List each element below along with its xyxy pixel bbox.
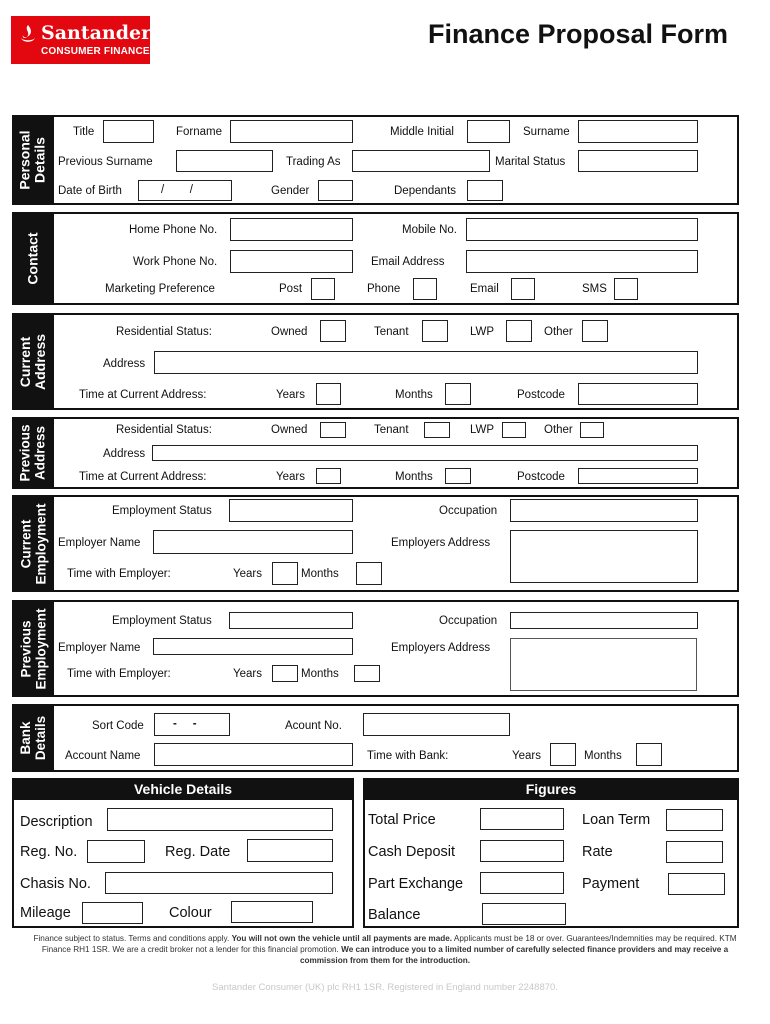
prev-other-label: Other: [544, 424, 573, 436]
mobile-field[interactable]: [466, 218, 698, 241]
work-phone-field[interactable]: [230, 250, 353, 273]
other-checkbox[interactable]: [582, 320, 608, 342]
months-field[interactable]: [445, 383, 471, 405]
occupation-label: Occupation: [439, 505, 498, 517]
disclaimer-part1: Finance subject to status. Terms and conditions apply.: [33, 934, 232, 943]
prev-employer-name-field[interactable]: [153, 638, 353, 655]
prev-owned-label: Owned: [271, 424, 308, 436]
balance-label: Balance: [368, 907, 421, 923]
employer-name-label: Employer Name: [58, 537, 141, 549]
previous-address-tab: [12, 417, 54, 489]
sms-label: SMS: [582, 283, 607, 295]
cash-deposit-field[interactable]: [480, 840, 564, 862]
rate-field[interactable]: [666, 841, 723, 863]
prev-years-label: Years: [276, 471, 305, 483]
bank-months-field[interactable]: [636, 743, 662, 766]
bank-details-tab: [12, 704, 54, 772]
email-label: Email: [470, 283, 499, 295]
marital-status-field[interactable]: [578, 150, 698, 172]
colour-label: Colour: [169, 905, 212, 921]
phone-label: Phone: [367, 283, 401, 295]
bank-years-field[interactable]: [550, 743, 576, 766]
prev-years-field[interactable]: [316, 468, 341, 484]
sort-code-label: Sort Code: [92, 720, 144, 732]
prev-months-label: Months: [395, 471, 433, 483]
previous-surname-label: Previous Surname: [58, 156, 153, 168]
prev-lwp-label: LWP: [470, 424, 495, 436]
employers-address-field[interactable]: [510, 530, 698, 583]
email-address-label: Email Address: [371, 256, 445, 268]
disclaimer-text: [20, 933, 750, 966]
employers-address-label: Employers Address: [391, 537, 491, 549]
gender-label: Gender: [271, 185, 310, 197]
prev-owned-checkbox[interactable]: [320, 422, 346, 438]
prev-postcode-field[interactable]: [578, 468, 698, 484]
home-phone-field[interactable]: [230, 218, 353, 241]
reg-no-label: Reg. No.: [20, 844, 78, 860]
post-label: Post: [279, 283, 303, 295]
dob-separators: / /: [161, 184, 193, 196]
prev-employment-status-field[interactable]: [229, 612, 353, 629]
lwp-label: LWP: [470, 326, 495, 338]
time-with-employer-label: Time with Employer:: [67, 568, 171, 580]
lwp-checkbox[interactable]: [506, 320, 532, 342]
time-at-address-label: Time at Current Address:: [79, 389, 207, 401]
owned-label: Owned: [271, 326, 308, 338]
colour-field[interactable]: [231, 901, 313, 923]
postcode-label: Postcode: [517, 389, 565, 401]
bank-years-label: Years: [512, 750, 541, 762]
prev-employer-years-label: Years: [233, 668, 262, 680]
dependants-label: Dependants: [394, 185, 457, 197]
tenant-label: Tenant: [374, 326, 409, 338]
employer-months-label: Months: [301, 568, 339, 580]
sort-code-separators: - -: [173, 718, 197, 730]
email-checkbox[interactable]: [511, 278, 535, 300]
work-phone-label: Work Phone No.: [133, 256, 218, 268]
surname-label: Surname: [523, 126, 570, 138]
current-employment-tab-label: Current Employment: [18, 502, 49, 585]
employer-name-field[interactable]: [153, 530, 353, 554]
trading-as-label: Trading As: [286, 156, 341, 168]
prev-postcode-label: Postcode: [517, 471, 565, 483]
prev-residential-status-label: Residential Status:: [116, 424, 212, 436]
forname-label: Forname: [176, 126, 223, 138]
personal-details-tab-label: Personal Details: [17, 130, 49, 190]
bank-details-tab-label: Bank Details: [18, 715, 48, 761]
prev-employer-months-field[interactable]: [354, 665, 380, 682]
forname-field[interactable]: [230, 120, 353, 143]
current-address-tab-label: Current Address: [17, 333, 49, 390]
current-employment-tab: [12, 495, 54, 592]
prev-tenant-label: Tenant: [374, 424, 409, 436]
chasis-no-field[interactable]: [105, 872, 333, 894]
title-label: Title: [73, 126, 95, 138]
footer-text: Santander Consumer (UK) plc RH1 1SR. Registered in England number 2248870.: [212, 982, 558, 993]
prev-employer-years-field[interactable]: [272, 665, 298, 682]
current-address-tab: [12, 313, 54, 410]
loan-term-field[interactable]: [666, 809, 723, 831]
contact-tab-label: Contact: [24, 232, 41, 285]
sms-checkbox[interactable]: [614, 278, 638, 300]
prev-tenant-checkbox[interactable]: [424, 422, 450, 438]
email-address-field[interactable]: [466, 250, 698, 273]
tenant-checkbox[interactable]: [422, 320, 448, 342]
employer-months-field[interactable]: [356, 562, 382, 585]
residential-status-label: Residential Status:: [116, 326, 212, 338]
time-with-bank-label: Time with Bank:: [367, 750, 449, 762]
dob-field[interactable]: [138, 180, 232, 201]
other-label: Other: [544, 326, 573, 338]
sort-code-field[interactable]: [154, 713, 230, 736]
payment-label: Payment: [582, 876, 640, 892]
years-label: Years: [276, 389, 305, 401]
reg-date-label: Reg. Date: [165, 844, 231, 860]
middle-initial-label: Middle Initial: [390, 126, 454, 138]
part-exchange-label: Part Exchange: [368, 876, 464, 892]
total-price-field[interactable]: [480, 808, 564, 830]
flame-icon: [19, 24, 37, 46]
chasis-no-label: Chasis No.: [20, 876, 91, 892]
page-title: Finance Proposal Form: [428, 19, 729, 49]
employer-years-label: Years: [233, 568, 262, 580]
gender-field[interactable]: [318, 180, 353, 201]
prev-occupation-field[interactable]: [510, 612, 698, 629]
total-price-label: Total Price: [368, 812, 436, 828]
previous-employment-tab: [12, 600, 54, 697]
prev-occupation-label: Occupation: [439, 615, 498, 627]
address-label: Address: [103, 358, 146, 370]
marital-status-label: Marital Status: [495, 156, 566, 168]
description-label: Description: [20, 814, 93, 830]
vehicle-details-header: Vehicle Details: [12, 778, 354, 800]
employment-status-label: Employment Status: [112, 505, 212, 517]
dependants-field[interactable]: [467, 180, 503, 201]
prev-address-field[interactable]: [152, 445, 698, 461]
marketing-preference-label: Marketing Preference: [105, 283, 215, 295]
title-field[interactable]: [103, 120, 154, 143]
figures-header: Figures: [363, 778, 739, 800]
balance-field[interactable]: [482, 903, 566, 925]
surname-field[interactable]: [578, 120, 698, 143]
prev-employers-address-field[interactable]: [510, 638, 697, 691]
contact-tab: [12, 212, 54, 305]
address-field[interactable]: [154, 351, 698, 374]
prev-employers-address-label: Employers Address: [391, 642, 491, 654]
employer-years-field[interactable]: [272, 562, 298, 585]
description-field[interactable]: [107, 808, 333, 831]
prev-lwp-checkbox[interactable]: [502, 422, 526, 438]
cash-deposit-label: Cash Deposit: [368, 844, 456, 860]
reg-no-field[interactable]: [87, 840, 145, 863]
account-name-label: Account Name: [65, 750, 141, 762]
years-field[interactable]: [316, 383, 341, 405]
previous-address-tab-label: Previous Address: [18, 424, 48, 482]
mileage-field[interactable]: [82, 902, 143, 924]
prev-time-with-employer-label: Time with Employer:: [67, 668, 171, 680]
account-name-field[interactable]: [154, 743, 353, 766]
reg-date-field[interactable]: [247, 839, 333, 862]
dob-label: Date of Birth: [58, 185, 122, 197]
previous-surname-field[interactable]: [176, 150, 273, 172]
home-phone-label: Home Phone No.: [129, 224, 218, 236]
disclaimer-part2: You will not own the vehicle until all payments are made.: [231, 934, 453, 943]
acount-no-label: Acount No.: [285, 720, 342, 732]
part-exchange-field[interactable]: [480, 872, 564, 894]
postcode-field[interactable]: [578, 383, 698, 405]
post-checkbox[interactable]: [311, 278, 335, 300]
middle-initial-field[interactable]: [467, 120, 510, 143]
loan-term-label: Loan Term: [582, 812, 651, 828]
personal-details-tab: [12, 115, 54, 205]
trading-as-field[interactable]: [352, 150, 490, 172]
prev-employer-name-label: Employer Name: [58, 642, 141, 654]
phone-checkbox[interactable]: [413, 278, 437, 300]
mobile-label: Mobile No.: [402, 224, 457, 236]
prev-employer-months-label: Months: [301, 668, 339, 680]
owned-checkbox[interactable]: [320, 320, 346, 342]
brand-sub: CONSUMER FINANCE: [41, 46, 150, 57]
prev-time-at-address-label: Time at Current Address:: [79, 471, 207, 483]
occupation-field[interactable]: [510, 499, 698, 522]
prev-other-checkbox[interactable]: [580, 422, 604, 438]
prev-employment-status-label: Employment Status: [112, 615, 212, 627]
brand-name: Santander: [41, 22, 152, 44]
mileage-label: Mileage: [20, 905, 71, 921]
employment-status-field[interactable]: [229, 499, 353, 522]
prev-months-field[interactable]: [445, 468, 471, 484]
acount-no-field[interactable]: [363, 713, 510, 736]
months-label: Months: [395, 389, 433, 401]
disclaimer-part4: We can introduce you to a limited number of carefully selected finance providers and may receive a commission from them for the introduction.: [299, 945, 729, 965]
disclaimer-part3: Applicants must be 18 or over. Guarantees/Indemnities may be required. KTM Finance RH1 1SR. We are a credit broker not a lender for this financial promotion.: [41, 934, 737, 954]
previous-employment-tab-label: Previous Employment: [18, 607, 49, 690]
santander-logo: [11, 16, 150, 64]
payment-field[interactable]: [668, 873, 725, 895]
prev-address-label: Address: [103, 448, 146, 460]
bank-months-label: Months: [584, 750, 622, 762]
rate-label: Rate: [582, 844, 613, 860]
